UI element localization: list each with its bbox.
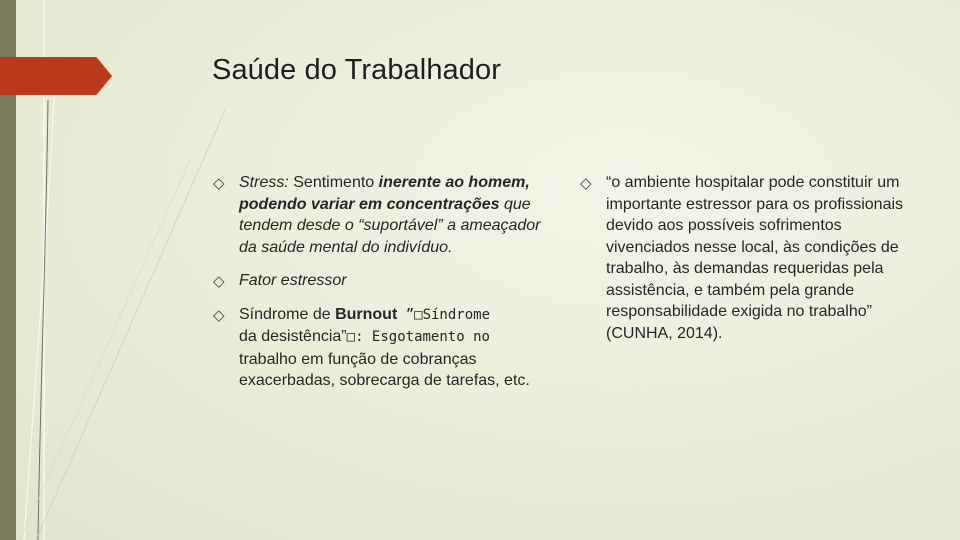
burnout-text-4: Síndrome bbox=[422, 306, 490, 323]
quote-text: “o ambiente hospitalar pode constituir um importante estressor para os profissionais devido aos possíveis sofrimentos vivenciados nesse local, às condições de trabalho, às demandas requeridas pela assistência, e também pela grande responsabilidade exigida no trabalho” (CUNHA, 2014). bbox=[606, 174, 904, 342]
left-column bbox=[213, 172, 543, 404]
diamond-bullet-icon: ◇ bbox=[213, 273, 225, 290]
slide-title: Saúde do Trabalhador bbox=[212, 54, 501, 86]
diamond-bullet-icon: ◇ bbox=[580, 175, 592, 192]
fator-estressor-text: Fator estressor bbox=[239, 272, 347, 289]
stress-text-3: concentrações bbox=[386, 195, 500, 213]
stress-text-2: inerente ao homem, podendo variar em bbox=[239, 174, 530, 213]
diamond-bullet-icon: ◇ bbox=[213, 175, 225, 192]
stress-term: Stress: bbox=[239, 174, 289, 191]
missing-glyph-icon: □ bbox=[414, 306, 423, 323]
burnout-text-1: Síndrome de bbox=[239, 305, 336, 323]
burnout-term: Burnout bbox=[335, 305, 398, 323]
burnout-text-6: : Esgotamento no bbox=[355, 329, 490, 345]
diamond-bullet-icon: ◇ bbox=[213, 306, 225, 324]
bullet-stress bbox=[213, 172, 543, 258]
bullet-quote bbox=[580, 172, 910, 344]
burnout-text-3: ” bbox=[397, 306, 415, 323]
missing-glyph-icon: □ bbox=[346, 329, 356, 345]
burnout-text-7: trabalho em função de cobranças exacerbadas, sobrecarga de tarefas, etc. bbox=[239, 350, 530, 389]
stress-text-4: que tendem desde o “suportável” a ameaçador da saúde mental do indivíduo. bbox=[239, 195, 541, 256]
bullet-burnout bbox=[213, 304, 543, 392]
title-accent-arrow bbox=[0, 57, 112, 95]
stress-text-1: Sentimento bbox=[288, 174, 379, 191]
right-column bbox=[580, 172, 910, 356]
bullet-fator-estressor bbox=[213, 270, 543, 292]
burnout-text-5: da desistência” bbox=[239, 328, 347, 345]
